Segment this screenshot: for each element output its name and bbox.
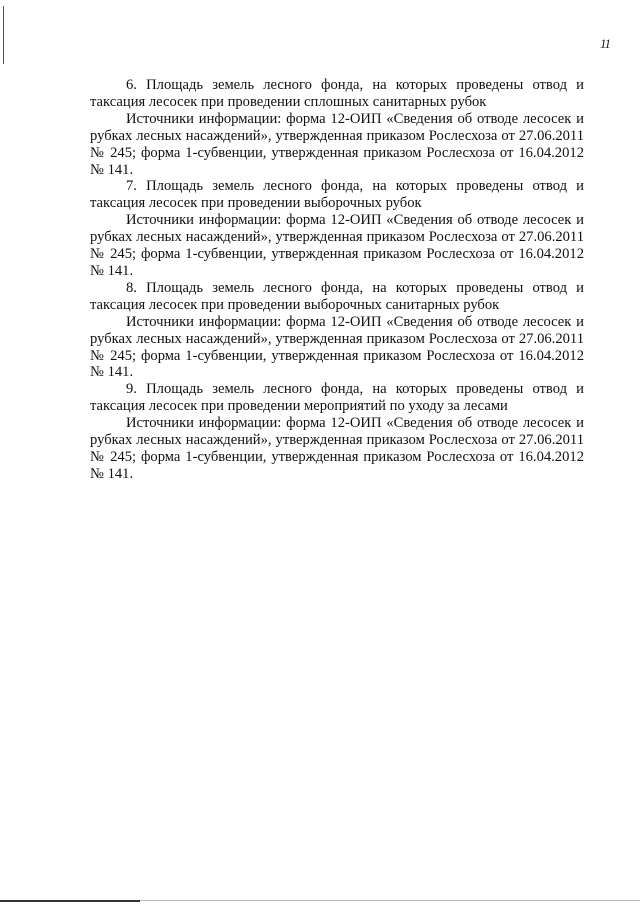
- item-title-text: Площадь земель лесного фонда, на которых проведены отвод и таксация лесосек при проведении выборочных санитарных рубок: [90, 279, 584, 313]
- item-number: 6.: [126, 77, 137, 93]
- item-title: [90, 280, 584, 314]
- item-title-text: Площадь земель лесного фонда, на которых проведены отвод и таксация лесосек при проведении мероприятий по уходу за лесами: [90, 381, 584, 415]
- item-number: 8.: [126, 279, 137, 296]
- item-source: Источники информации: форма 12-ОИП «Сведения об отводе лесосек и рубках лесных насаждений», утвержденная приказом Рослесхоза от 27.06.2011 № 245; форма 1-субвенции, утвержденная приказом Рослесхоза от 16.04.2012 № 141.: [90, 212, 584, 279]
- scan-margin-line: [3, 6, 4, 64]
- item-number: 7.: [126, 178, 137, 195]
- scan-bottom-edge: [0, 900, 140, 902]
- item-title-text: Площадь земель лесного фонда, на которых проведены отвод и таксация лесосек при проведении выборочных рубок: [90, 178, 584, 212]
- item-source: Источники информации: форма 12-ОИП «Сведения об отводе лесосек и рубках лесных насаждений», утвержденная приказом Рослесхоза от 27.06.2011 № 245; форма 1-субвенции, утвержденная приказом Рослесхоза от 16.04.2012 № 141.: [90, 313, 584, 381]
- item-number: 9.: [126, 381, 137, 398]
- item-title-text: Площадь земель лесного фонда, на которых проведены отвод и таксация лесосек при проведении сплошных санитарных рубок: [90, 77, 584, 110]
- item-source: Источники информации: форма 12-ОИП «Сведения об отводе лесосек и рубках лесных насаждений», утвержденная приказом Рослесхоза от 27.06.2011 № 245; форма 1-субвенции, утвержденная приказом Рослесхоза от 16.04.2012 № 141.: [90, 415, 584, 482]
- item-source: Источники информации: форма 12-ОИП «Сведения об отводе лесосек и рубках лесных насаждений», утвержденная приказом Рослесхоза от 27.06.2011 № 245; форма 1-субвенции, утвержденная приказом Рослесхоза от 16.04.2012 № 141.: [90, 110, 584, 178]
- item-title: [90, 77, 584, 111]
- item-title: [90, 381, 584, 415]
- scan-bottom-edge-thin: [140, 900, 640, 901]
- item-title: [90, 178, 584, 212]
- page-number: 11: [600, 36, 611, 51]
- document-body: [90, 77, 584, 483]
